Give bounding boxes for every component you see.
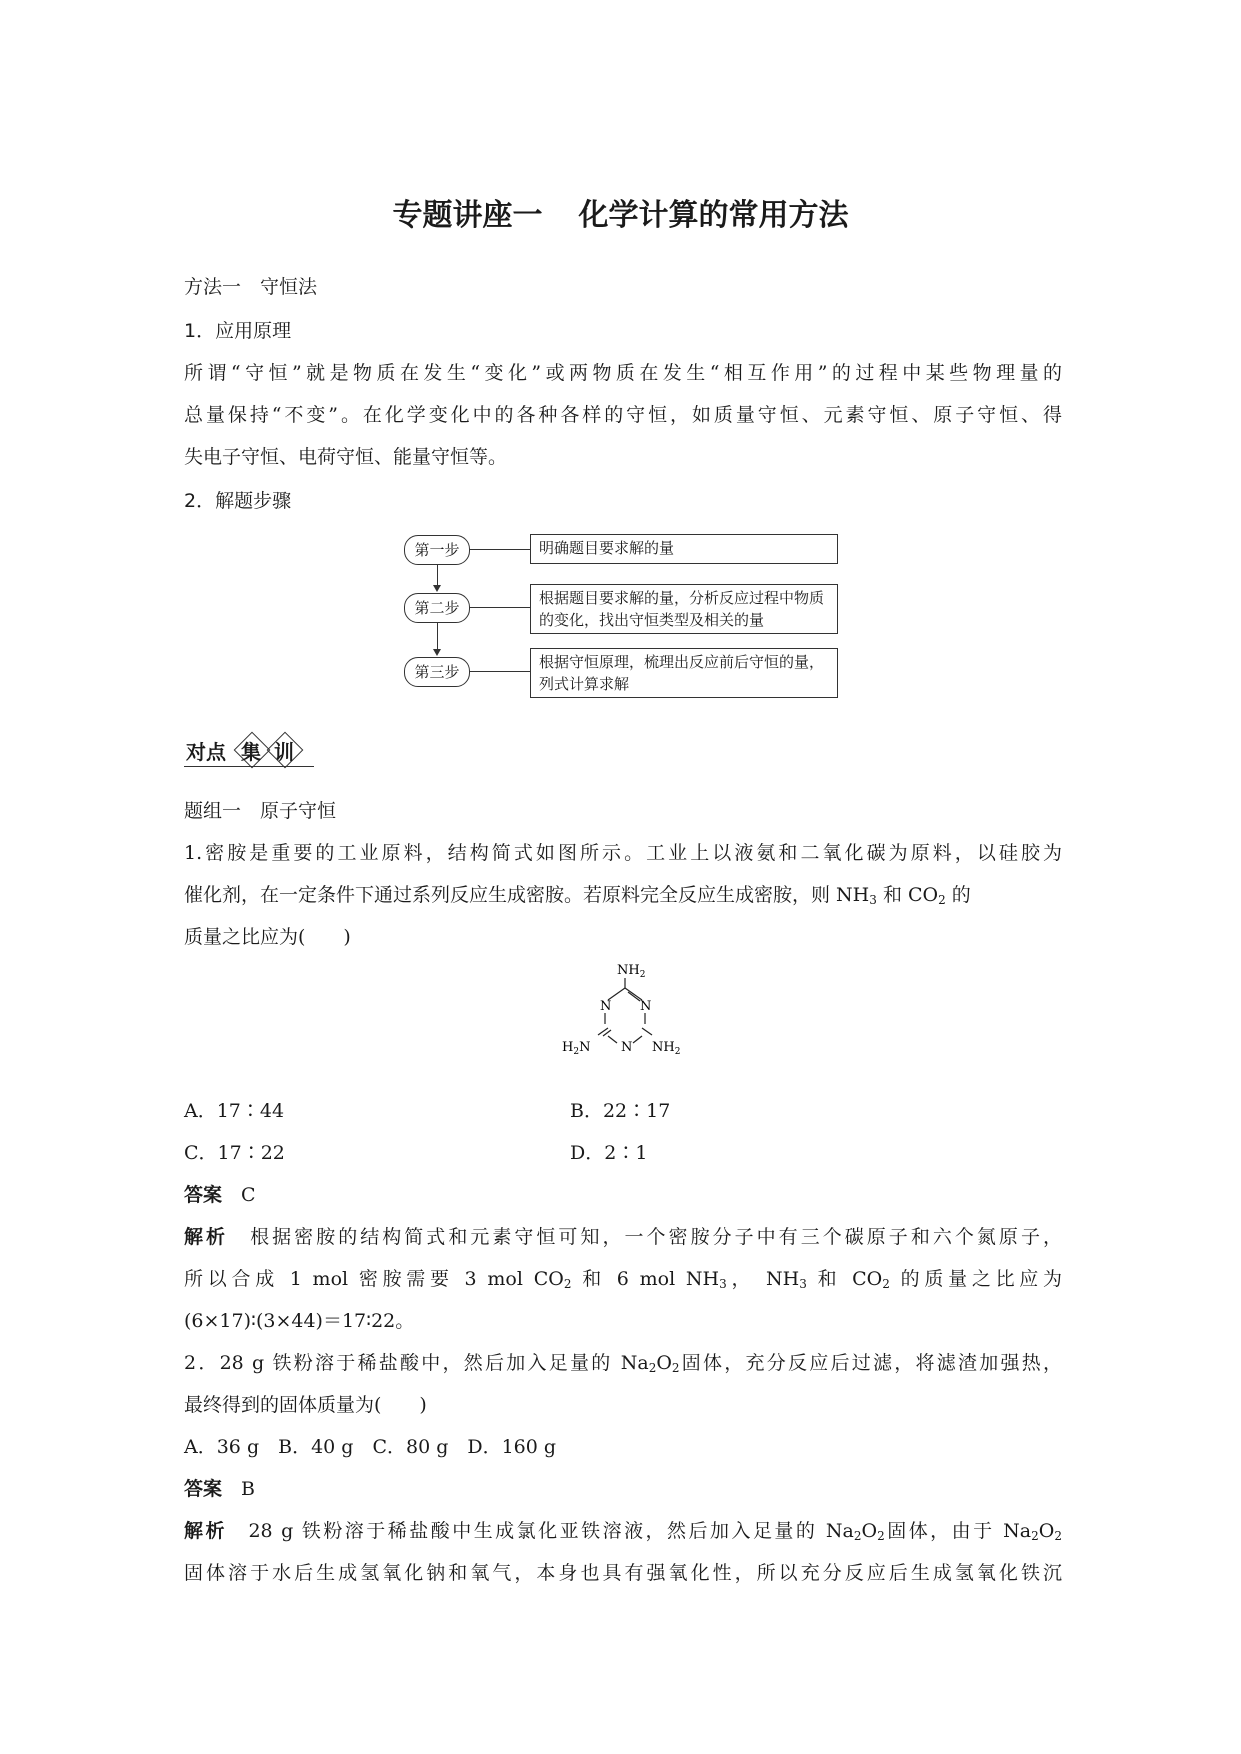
section-title-steps: 2．解题步骤	[184, 490, 292, 512]
section-title-principle: 1．应用原理	[184, 320, 292, 342]
training-label-2: 集	[241, 740, 261, 764]
q1-text: 和 CO	[882, 884, 939, 906]
subscript: 2	[1054, 1529, 1062, 1543]
analysis-text: 根据密胺的结构简式和元素守恒可知，一个密胺分子中有三个碳原子和六个氮原子，	[250, 1226, 1062, 1248]
q1-option-b: B．22∶17	[570, 1100, 671, 1122]
q1-text: 的	[951, 884, 971, 906]
answer-value: C	[241, 1184, 256, 1206]
training-header	[184, 732, 314, 768]
group-title: 题组一 原子守恒	[184, 800, 337, 822]
subscript: 3	[869, 893, 877, 907]
principle-line-1: 所谓“守恒”就是物质在发生“变化”或两物质在发生“相互作用”的过程中某些物理量的	[184, 362, 1062, 384]
mol-nh2-top: $NH_2$	[617, 963, 646, 980]
mol-h2n-left: $H_2N$	[562, 1040, 591, 1057]
training-label-3: 训	[274, 740, 294, 764]
q1-answer	[184, 1180, 256, 1207]
q2-text: 2．28 g 铁粉溶于稀盐酸中，然后加入足量的 Na	[184, 1352, 649, 1374]
q1-text: 催化剂，在一定条件下通过系列反应生成密胺。若原料完全反应生成密胺，则 NH	[184, 884, 870, 906]
connector-line	[437, 565, 438, 587]
subscript: 2	[938, 893, 946, 907]
melamine-structure	[560, 958, 690, 1068]
step-1-box: 第一步	[404, 535, 470, 565]
title-part1: 专题讲座一	[392, 198, 543, 233]
q1-analysis-line-3: (6×17)∶(3×44)＝17∶22。	[184, 1310, 415, 1332]
step-1-desc: 明确题目要求解的量	[530, 534, 838, 564]
subscript: 2	[853, 1529, 862, 1543]
connector-line	[437, 623, 438, 651]
principle-line-2: 总量保持“不变”。在化学变化中的各种各样的守恒，如质量守恒、元素守恒、原子守恒、得	[184, 404, 1062, 426]
subscript: 2	[563, 1277, 572, 1291]
subscript: 2	[1031, 1529, 1039, 1543]
analysis-text: 固体，由于 Na	[884, 1520, 1032, 1542]
subscript: 2	[882, 1277, 890, 1291]
underline	[184, 766, 314, 767]
q2-analysis-line-2: 固体溶于水后生成氢氧化钠和氧气，本身也具有强氧化性，所以充分反应后生成氢氧化铁沉	[184, 1562, 1062, 1584]
q1-line-1: 1.密胺是重要的工业原料，结构简式如图所示。工业上以液氨和二氧化碳为原料，以硅胶为	[184, 842, 1062, 864]
q2-text: O	[656, 1352, 672, 1374]
q1-line-2	[184, 880, 971, 907]
q2-line-2: 最终得到的固体质量为( )	[184, 1394, 427, 1416]
method-heading: 方法一 守恒法	[184, 276, 318, 298]
connector-line	[470, 607, 530, 608]
q1-analysis-line-2	[184, 1264, 1062, 1291]
analysis-text: 的质量之比应为	[900, 1268, 1063, 1290]
subscript: 2	[877, 1529, 885, 1543]
q2-answer	[184, 1474, 255, 1501]
mol-n-right: N	[640, 999, 652, 1014]
mol-n-left: N	[600, 999, 612, 1014]
q2-options: A．36 g B．40 g C．80 g D．160 g	[184, 1436, 557, 1458]
steps-flowchart	[404, 530, 844, 706]
analysis-text: ， NH	[726, 1268, 800, 1290]
q1-analysis-line-1	[184, 1222, 1062, 1249]
q1-line-3: 质量之比应为( )	[184, 926, 351, 948]
step-3-box: 第三步	[404, 657, 470, 687]
mol-n-bottom: N	[621, 1040, 633, 1055]
q1-option-a: A．17∶44	[184, 1100, 285, 1122]
mol-nh2-right: $NH_2$	[652, 1040, 681, 1057]
training-label-1: 对点	[186, 740, 226, 764]
analysis-text: 和 6 mol NH	[582, 1268, 720, 1290]
subscript: 2	[648, 1361, 657, 1375]
q2-text: 固体，充分反应后过滤，将滤渣加强热，	[679, 1352, 1062, 1374]
step-2-box: 第二步	[404, 593, 470, 623]
connector-line	[470, 549, 530, 550]
analysis-text: 28 g 铁粉溶于稀盐酸中生成氯化亚铁溶液，然后加入足量的 Na	[248, 1520, 854, 1542]
page-title	[0, 190, 1241, 234]
arrow-down-icon	[433, 585, 441, 592]
q1-option-d: D．2∶1	[570, 1142, 648, 1164]
analysis-text: 和 CO	[817, 1268, 883, 1290]
step-3-desc: 根据守恒原理，梳理出反应前后守恒的量，列式计算求解	[530, 648, 838, 698]
q1-option-c: C．17∶22	[184, 1142, 285, 1164]
answer-label: 答案	[184, 1478, 223, 1500]
answer-value: B	[241, 1478, 255, 1500]
analysis-text: O	[861, 1520, 878, 1542]
q2-line-1	[184, 1348, 1062, 1375]
principle-line-3: 失电子守恒、电荷守恒、能量守恒等。	[184, 446, 508, 468]
analysis-label: 解析	[184, 1520, 227, 1542]
analysis-label: 解析	[184, 1226, 229, 1248]
subscript: 3	[799, 1277, 807, 1291]
arrow-down-icon	[433, 649, 441, 656]
answer-label: 答案	[184, 1184, 223, 1206]
q2-analysis-line-1	[184, 1516, 1062, 1543]
connector-line	[470, 671, 530, 672]
subscript: 3	[719, 1277, 727, 1291]
analysis-text: 所以合成 1 mol 密胺需要 3 mol CO	[184, 1268, 564, 1290]
analysis-text: O	[1038, 1520, 1055, 1542]
step-2-desc: 根据题目要求解的量，分析反应过程中物质的变化，找出守恒类型及相关的量	[530, 584, 838, 634]
subscript: 2	[671, 1361, 680, 1375]
title-part2: 化学计算的常用方法	[578, 198, 849, 233]
